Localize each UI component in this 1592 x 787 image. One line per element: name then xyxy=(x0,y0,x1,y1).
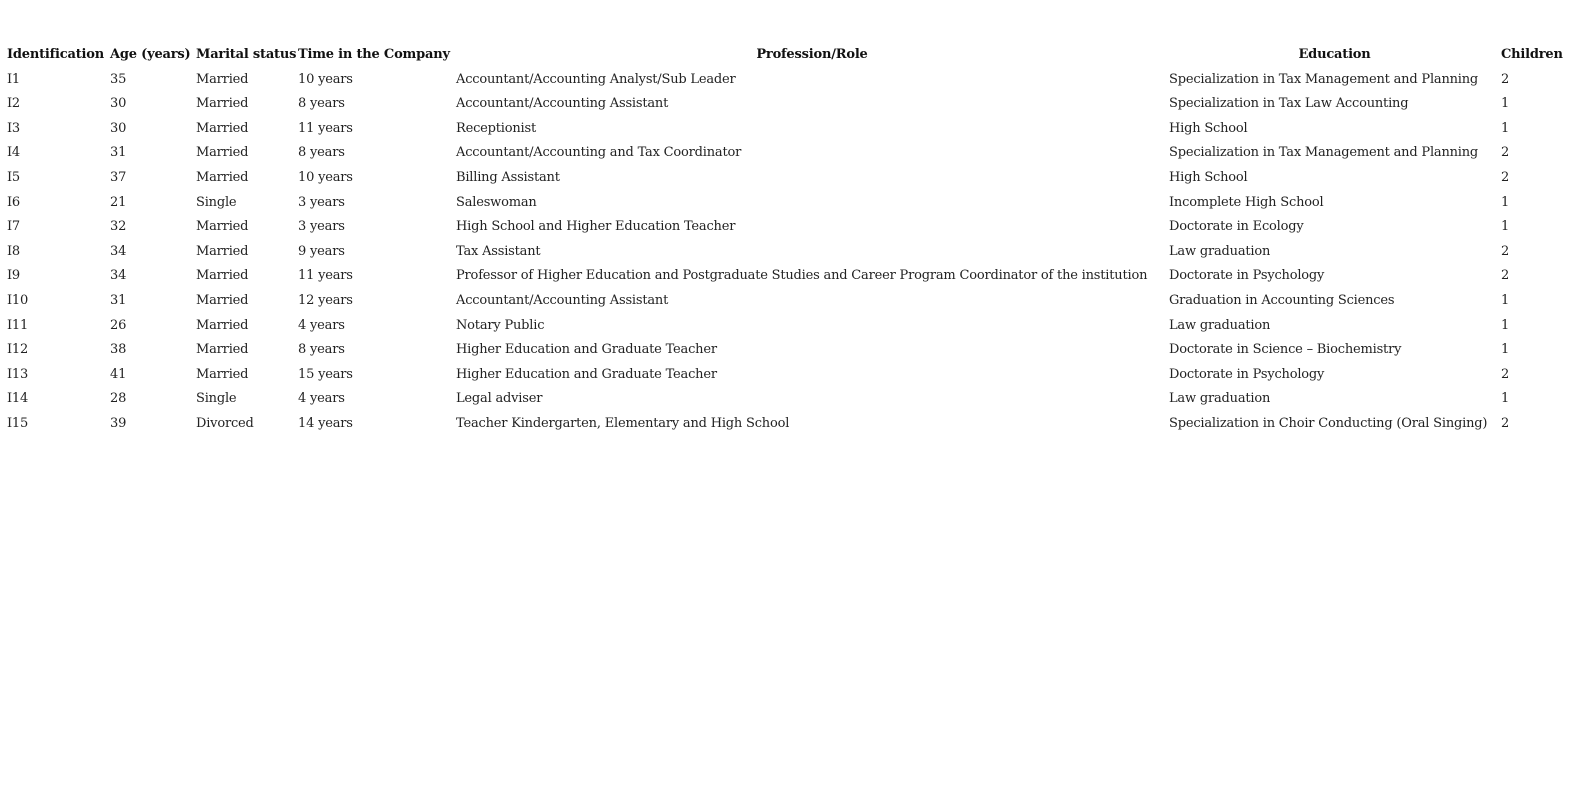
cell-age: 38 xyxy=(110,342,127,358)
cell-children: 2 xyxy=(1501,169,1510,185)
cell-education: Specialization in Tax Management and Planning xyxy=(1169,145,1479,161)
header-identification: Identification xyxy=(7,47,104,62)
cell-marital-status: Married xyxy=(196,243,249,259)
cell-age: 30 xyxy=(110,120,127,136)
cell-marital-status: Married xyxy=(196,169,249,185)
cell-marital-status: Single xyxy=(196,391,237,407)
table-row xyxy=(6,412,1586,437)
cell-education: Incomplete High School xyxy=(1169,194,1324,210)
table-row xyxy=(6,166,1586,191)
cell-children: 2 xyxy=(1501,268,1510,284)
cell-marital-status: Married xyxy=(196,120,249,136)
cell-marital-status: Married xyxy=(196,366,249,382)
cell-identification: I15 xyxy=(7,415,29,431)
cell-children: 1 xyxy=(1501,219,1510,235)
cell-identification: I8 xyxy=(7,243,21,259)
cell-identification: I7 xyxy=(7,219,21,235)
document-page xyxy=(6,43,1586,437)
cell-identification: I13 xyxy=(7,366,29,382)
table-row xyxy=(6,264,1586,289)
cell-profession-role: Saleswoman xyxy=(456,194,537,210)
cell-profession-role: Billing Assistant xyxy=(456,169,560,185)
cell-education: High School xyxy=(1169,169,1248,185)
header-children: Children xyxy=(1501,47,1563,62)
cell-children: 2 xyxy=(1501,145,1510,161)
cell-marital-status: Single xyxy=(196,194,237,210)
table-row xyxy=(6,141,1586,166)
cell-education: Specialization in Tax Management and Planning xyxy=(1169,71,1479,87)
header-education: Education xyxy=(1298,47,1371,62)
table-row xyxy=(6,387,1586,412)
cell-children: 1 xyxy=(1501,292,1510,308)
table-row xyxy=(6,338,1586,363)
header-profession-role: Profession/Role xyxy=(756,47,868,62)
cell-children: 1 xyxy=(1501,342,1510,358)
cell-time-in-company: 10 years xyxy=(298,169,353,185)
cell-age: 32 xyxy=(110,219,127,235)
cell-children: 1 xyxy=(1501,391,1510,407)
cell-profession-role: Accountant/Accounting Analyst/Sub Leader xyxy=(456,71,736,87)
cell-time-in-company: 14 years xyxy=(298,415,353,431)
cell-education: Specialization in Tax Law Accounting xyxy=(1169,96,1409,112)
cell-age: 28 xyxy=(110,391,127,407)
cell-profession-role: Higher Education and Graduate Teacher xyxy=(456,366,717,382)
cell-marital-status: Married xyxy=(196,219,249,235)
cell-profession-role: Receptionist xyxy=(456,120,537,136)
cell-education: Doctorate in Psychology xyxy=(1169,268,1325,284)
cell-education: Doctorate in Psychology xyxy=(1169,366,1325,382)
cell-time-in-company: 11 years xyxy=(298,268,353,284)
cell-profession-role: Higher Education and Graduate Teacher xyxy=(456,342,717,358)
cell-profession-role: Tax Assistant xyxy=(456,243,541,259)
cell-marital-status: Married xyxy=(196,268,249,284)
cell-identification: I6 xyxy=(7,194,21,210)
table-row xyxy=(6,240,1586,265)
cell-education: High School xyxy=(1169,120,1248,136)
cell-time-in-company: 8 years xyxy=(298,342,345,358)
table-row xyxy=(6,314,1586,339)
cell-age: 39 xyxy=(110,415,127,431)
table-row xyxy=(6,68,1586,93)
cell-children: 2 xyxy=(1501,366,1510,382)
cell-time-in-company: 3 years xyxy=(298,219,345,235)
table-row xyxy=(6,117,1586,142)
cell-time-in-company: 10 years xyxy=(298,71,353,87)
cell-age: 34 xyxy=(110,243,127,259)
cell-profession-role: Notary Public xyxy=(456,317,545,333)
cell-age: 41 xyxy=(110,366,127,382)
table-row xyxy=(6,215,1586,240)
table-row xyxy=(6,289,1586,314)
cell-marital-status: Married xyxy=(196,96,249,112)
cell-profession-role: Professor of Higher Education and Postgraduate Studies and Career Program Coordinator of the institution xyxy=(456,268,1148,284)
cell-education: Graduation in Accounting Sciences xyxy=(1169,292,1395,308)
cell-profession-role: Accountant/Accounting and Tax Coordinator xyxy=(456,145,742,161)
cell-age: 35 xyxy=(110,71,127,87)
cell-children: 2 xyxy=(1501,415,1510,431)
cell-time-in-company: 12 years xyxy=(298,292,353,308)
cell-time-in-company: 3 years xyxy=(298,194,345,210)
cell-time-in-company: 8 years xyxy=(298,96,345,112)
cell-profession-role: Legal adviser xyxy=(456,391,543,407)
table-row xyxy=(6,363,1586,388)
cell-education: Specialization in Choir Conducting (Oral Singing) xyxy=(1169,415,1488,431)
cell-identification: I5 xyxy=(7,169,21,185)
table-body xyxy=(6,68,1586,437)
cell-identification: I2 xyxy=(7,96,21,112)
cell-children: 1 xyxy=(1501,120,1510,136)
cell-age: 31 xyxy=(110,145,127,161)
cell-marital-status: Married xyxy=(196,292,249,308)
cell-age: 21 xyxy=(110,194,127,210)
cell-age: 34 xyxy=(110,268,127,284)
cell-profession-role: Accountant/Accounting Assistant xyxy=(456,96,669,112)
cell-time-in-company: 15 years xyxy=(298,366,353,382)
cell-marital-status: Married xyxy=(196,317,249,333)
header-time-in-company: Time in the Company xyxy=(298,47,450,62)
header-marital-status: Marital status xyxy=(196,47,297,62)
cell-identification: I14 xyxy=(7,391,29,407)
cell-identification: I9 xyxy=(7,268,21,284)
cell-identification: I11 xyxy=(7,317,29,333)
cell-age: 30 xyxy=(110,96,127,112)
cell-time-in-company: 11 years xyxy=(298,120,353,136)
participants-table xyxy=(6,43,1586,437)
cell-identification: I3 xyxy=(7,120,21,136)
cell-age: 37 xyxy=(110,169,127,185)
cell-education: Law graduation xyxy=(1169,317,1271,333)
cell-age: 26 xyxy=(110,317,127,333)
table-row xyxy=(6,191,1586,216)
cell-age: 31 xyxy=(110,292,127,308)
cell-education: Doctorate in Science – Biochemistry xyxy=(1169,342,1402,358)
cell-children: 1 xyxy=(1501,317,1510,333)
cell-education: Law graduation xyxy=(1169,243,1271,259)
cell-identification: I10 xyxy=(7,292,29,308)
cell-identification: I4 xyxy=(7,145,21,161)
cell-time-in-company: 9 years xyxy=(298,243,345,259)
cell-children: 2 xyxy=(1501,243,1510,259)
cell-marital-status: Married xyxy=(196,342,249,358)
header-age: Age (years) xyxy=(110,47,191,62)
header-row xyxy=(6,43,1586,68)
cell-time-in-company: 4 years xyxy=(298,317,345,333)
cell-identification: I1 xyxy=(7,71,21,87)
cell-marital-status: Married xyxy=(196,145,249,161)
cell-children: 1 xyxy=(1501,194,1510,210)
cell-profession-role: Accountant/Accounting Assistant xyxy=(456,292,669,308)
table-header xyxy=(6,43,1586,68)
cell-education: Doctorate in Ecology xyxy=(1169,219,1304,235)
cell-profession-role: High School and Higher Education Teacher xyxy=(456,219,736,235)
cell-identification: I12 xyxy=(7,342,29,358)
cell-children: 2 xyxy=(1501,71,1510,87)
cell-time-in-company: 4 years xyxy=(298,391,345,407)
cell-marital-status: Married xyxy=(196,71,249,87)
cell-marital-status: Divorced xyxy=(196,415,254,431)
cell-children: 1 xyxy=(1501,96,1510,112)
table-row xyxy=(6,92,1586,117)
cell-time-in-company: 8 years xyxy=(298,145,345,161)
cell-profession-role: Teacher Kindergarten, Elementary and High School xyxy=(456,415,790,431)
cell-education: Law graduation xyxy=(1169,391,1271,407)
